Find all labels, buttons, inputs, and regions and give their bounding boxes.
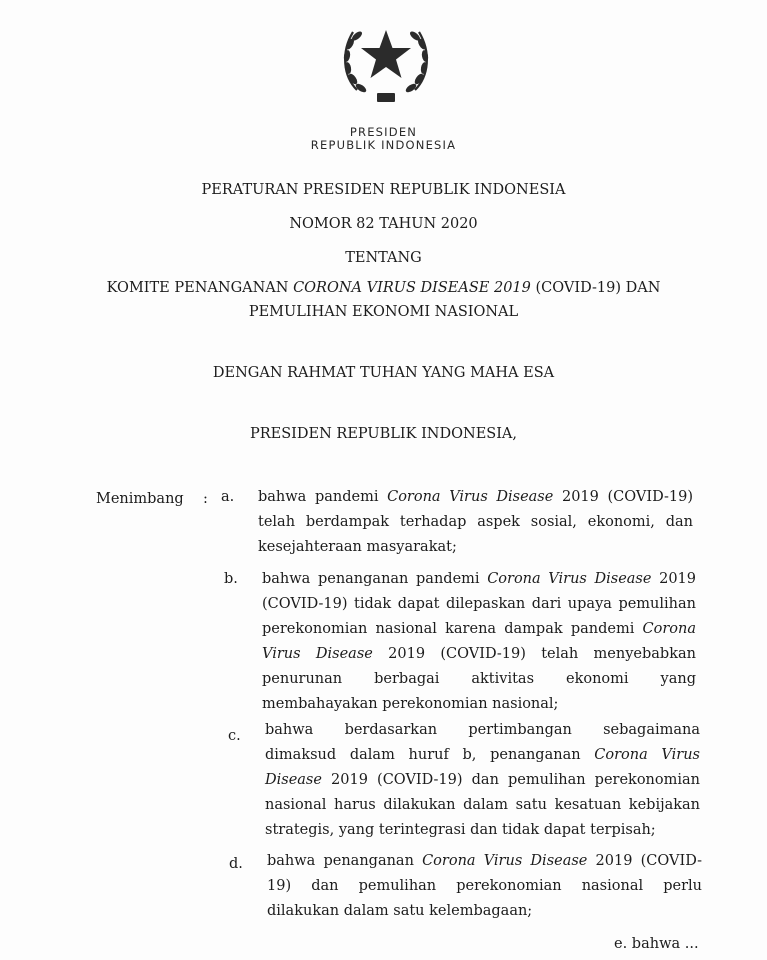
considering-label: Menimbang	[96, 491, 184, 507]
subject-line-1: KOMITE PENANGANAN CORONA VIRUS DISEASE 2019 (COVID-19) DAN	[106, 280, 661, 296]
subject-line-2: PEMULIHAN EKONOMI NASIONAL	[248, 304, 519, 320]
item-text-line: Virus Disease 2019 (COVID-19) telah menyebabkan	[262, 646, 696, 662]
item-text-line: bahwa pandemi Corona Virus Disease 2019 (COVID-19)	[258, 489, 693, 505]
invocation: DENGAN RAHMAT TUHAN YANG MAHA ESA	[212, 365, 555, 381]
item-b-text	[262, 567, 696, 717]
institution-line-2: REPUBLIK INDONESIA	[310, 138, 457, 152]
item-text-line: perekonomian nasional karena dampak pandemi Corona	[262, 621, 696, 637]
item-text-line: telah berdampak terhadap aspek sosial, ekonomi, dan	[258, 514, 693, 530]
issuer: PRESIDEN REPUBLIK INDONESIA,	[249, 426, 518, 442]
item-text-line: bahwa penanganan Corona Virus Disease 2019 (COVID-	[267, 853, 702, 869]
item-text-line: kesejahteraan masyarakat;	[258, 539, 457, 555]
about-heading: TENTANG	[345, 250, 422, 266]
item-text-line: bahwa berdasarkan pertimbangan sebagaimana	[265, 722, 700, 738]
item-c-marker: c.	[228, 728, 241, 744]
item-text-line: bahwa penanganan pandemi Corona Virus Disease 2019	[262, 571, 696, 587]
institution-line-1: PRESIDEN	[349, 125, 418, 139]
regulation-number: NOMOR 82 TAHUN 2020	[289, 216, 478, 232]
next-page-reference: e. bahwa ...	[614, 936, 699, 952]
item-text-line: Disease 2019 (COVID-19) dan pemulihan perekonomian	[265, 772, 700, 788]
item-c-text	[265, 718, 700, 843]
considering-colon: :	[203, 491, 208, 507]
item-text-line: nasional harus dilakukan dalam satu kesatuan kebijakan	[265, 797, 700, 813]
garuda-star-emblem	[337, 16, 435, 108]
item-text-line: 19) dan pemulihan perekonomian nasional perlu	[267, 878, 702, 894]
regulation-title: PERATURAN PRESIDEN REPUBLIK INDONESIA	[201, 182, 566, 198]
item-text-line: membahayakan perekonomian nasional;	[262, 696, 559, 712]
item-b-marker: b.	[224, 571, 238, 587]
item-a-marker: a.	[221, 489, 235, 505]
item-text-line: penurunan berbagai aktivitas ekonomi yang	[262, 671, 696, 687]
item-d-text	[267, 849, 702, 924]
item-d-marker: d.	[229, 856, 243, 872]
item-text-line: (COVID-19) tidak dapat dilepaskan dari upaya pemulihan	[262, 596, 696, 612]
item-text-line: strategis, yang terintegrasi dan tidak dapat terpisah;	[265, 822, 656, 838]
item-text-line: dimaksud dalam huruf b, penanganan Corona Virus	[265, 747, 700, 763]
item-text-line: dilakukan dalam satu kelembagaan;	[267, 903, 533, 919]
item-a-text	[258, 485, 693, 560]
